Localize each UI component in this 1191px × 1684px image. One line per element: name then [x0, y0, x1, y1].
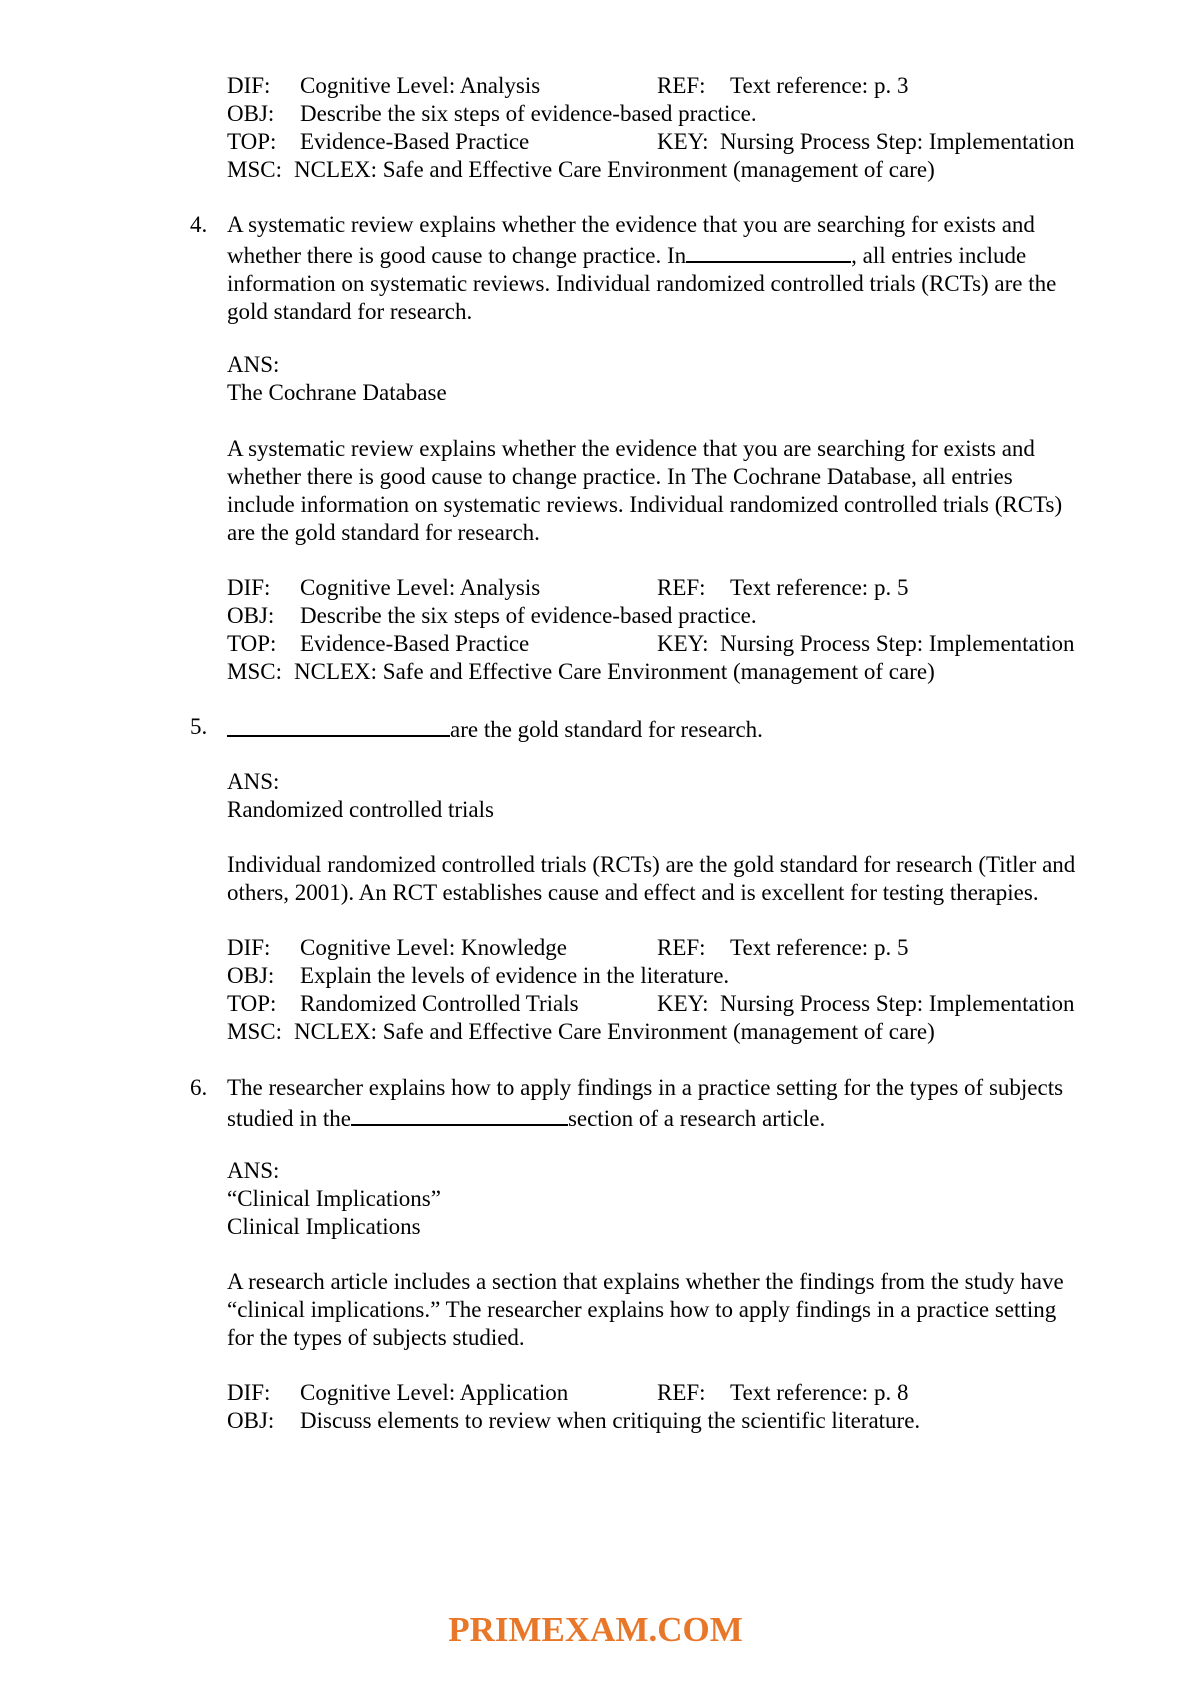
dif-value: Cognitive Level: Analysis — [300, 73, 541, 98]
dif-label: DIF: — [227, 73, 271, 98]
question-line: The researcher explains how to apply findings in a practice setting for the types of subjects — [227, 1075, 1064, 1100]
top-value: Randomized Controlled Trials — [300, 991, 579, 1016]
dif-value: Cognitive Level: Application — [300, 1380, 569, 1405]
dif-value: Cognitive Level: Analysis — [300, 575, 541, 600]
ans-label: ANS: — [227, 769, 280, 794]
answer-blank — [227, 713, 450, 737]
question-line — [227, 713, 1127, 744]
obj-label: OBJ: — [227, 1408, 275, 1433]
question-text: whether there is good cause to change practice. In — [227, 243, 687, 268]
dif-label: DIF: — [227, 575, 271, 600]
q5-meta — [227, 934, 1127, 1046]
obj-value: Describe the six steps of evidence-based practice. — [300, 101, 757, 126]
ref-label: REF: — [657, 73, 706, 98]
rationale-line: others, 2001). An RCT establishes cause and effect and is excellent for testing therapies. — [227, 880, 1039, 905]
rationale-line: for the types of subjects studied. — [227, 1325, 525, 1350]
key-label: KEY: — [657, 991, 709, 1016]
msc-value: NCLEX: Safe and Effective Care Environment (management of care) — [294, 157, 935, 182]
obj-label: OBJ: — [227, 963, 275, 988]
rationale-line: are the gold standard for research. — [227, 520, 540, 545]
question-text: studied in the — [227, 1106, 351, 1131]
q6-meta — [227, 1379, 1127, 1435]
q4-meta — [227, 574, 1127, 686]
msc-label: MSC: — [227, 157, 282, 182]
question-5 — [227, 713, 1127, 744]
ref-value: Text reference: p. 5 — [730, 575, 909, 600]
question-number: 4. — [190, 212, 208, 237]
rationale-line: A research article includes a section that explains whether the findings from the study have — [227, 1269, 1064, 1294]
question-line — [227, 1102, 1127, 1133]
dif-label: DIF: — [227, 935, 271, 960]
msc-value: NCLEX: Safe and Effective Care Environment (management of care) — [294, 1019, 935, 1044]
top-label: TOP: — [227, 129, 277, 154]
question-text: section of a research article. — [567, 1106, 826, 1131]
msc-label: MSC: — [227, 1019, 282, 1044]
top-value: Evidence-Based Practice — [300, 631, 530, 656]
ref-label: REF: — [657, 1380, 706, 1405]
obj-value: Discuss elements to review when critiquing the scientific literature. — [300, 1408, 921, 1433]
question-line: information on systematic reviews. Individual randomized controlled trials (RCTs) are the — [227, 271, 1057, 296]
top-value: Evidence-Based Practice — [300, 129, 530, 154]
question-line — [227, 239, 1127, 270]
dif-value: Cognitive Level: Knowledge — [300, 935, 567, 960]
rationale-line: “clinical implications.” The researcher explains how to apply findings in a practice setting — [227, 1297, 1057, 1322]
rationale — [227, 1268, 1127, 1352]
answer-block — [227, 768, 1127, 824]
obj-value: Explain the levels of evidence in the literature. — [300, 963, 730, 988]
answer-block — [227, 1157, 1127, 1241]
question-6 — [227, 1074, 1127, 1133]
rationale-line: A systematic review explains whether the evidence that you are searching for exists and — [227, 436, 1035, 461]
question-text: , all entries include — [851, 243, 1027, 268]
ans-label: ANS: — [227, 1158, 280, 1183]
ref-value: Text reference: p. 8 — [730, 1380, 909, 1405]
top-label: TOP: — [227, 631, 277, 656]
obj-label: OBJ: — [227, 603, 275, 628]
top-label: TOP: — [227, 991, 277, 1016]
key-label: KEY: — [657, 129, 709, 154]
ref-label: REF: — [657, 935, 706, 960]
answer-text: Randomized controlled trials — [227, 797, 494, 822]
msc-value: NCLEX: Safe and Effective Care Environment (management of care) — [294, 659, 935, 684]
q3-meta — [227, 72, 1127, 184]
ans-label: ANS: — [227, 352, 280, 377]
key-value: Nursing Process Step: Implementation — [720, 991, 1075, 1016]
rationale-line: include information on systematic reviews. Individual randomized controlled trials (RCTs) — [227, 492, 1063, 517]
answer-text: Clinical Implications — [227, 1214, 421, 1239]
answer-block — [227, 351, 1127, 407]
obj-label: OBJ: — [227, 101, 275, 126]
question-line: gold standard for research. — [227, 299, 473, 324]
question-number: 5. — [190, 714, 208, 739]
ref-value: Text reference: p. 3 — [730, 73, 909, 98]
key-value: Nursing Process Step: Implementation — [720, 631, 1075, 656]
answer-text: “Clinical Implications” — [227, 1186, 441, 1211]
question-number: 6. — [190, 1075, 208, 1100]
question-line: A systematic review explains whether the evidence that you are searching for exists and — [227, 212, 1035, 237]
rationale-line: whether there is good cause to change practice. In The Cochrane Database, all entries — [227, 464, 1013, 489]
rationale — [227, 435, 1127, 547]
rationale — [227, 851, 1127, 907]
key-value: Nursing Process Step: Implementation — [720, 129, 1075, 154]
ref-value: Text reference: p. 5 — [730, 935, 909, 960]
obj-value: Describe the six steps of evidence-based practice. — [300, 603, 757, 628]
answer-blank — [351, 1102, 568, 1126]
answer-blank — [686, 239, 851, 263]
answer-text: The Cochrane Database — [227, 380, 447, 405]
ref-label: REF: — [657, 575, 706, 600]
rationale-line: Individual randomized controlled trials (RCTs) are the gold standard for research (Titler and — [227, 852, 1076, 877]
question-text: are the gold standard for research. — [450, 717, 763, 742]
question-4 — [227, 211, 1127, 326]
dif-label: DIF: — [227, 1380, 271, 1405]
key-label: KEY: — [657, 631, 709, 656]
watermark: PRIMEXAM.COM — [448, 1610, 743, 1649]
msc-label: MSC: — [227, 659, 282, 684]
